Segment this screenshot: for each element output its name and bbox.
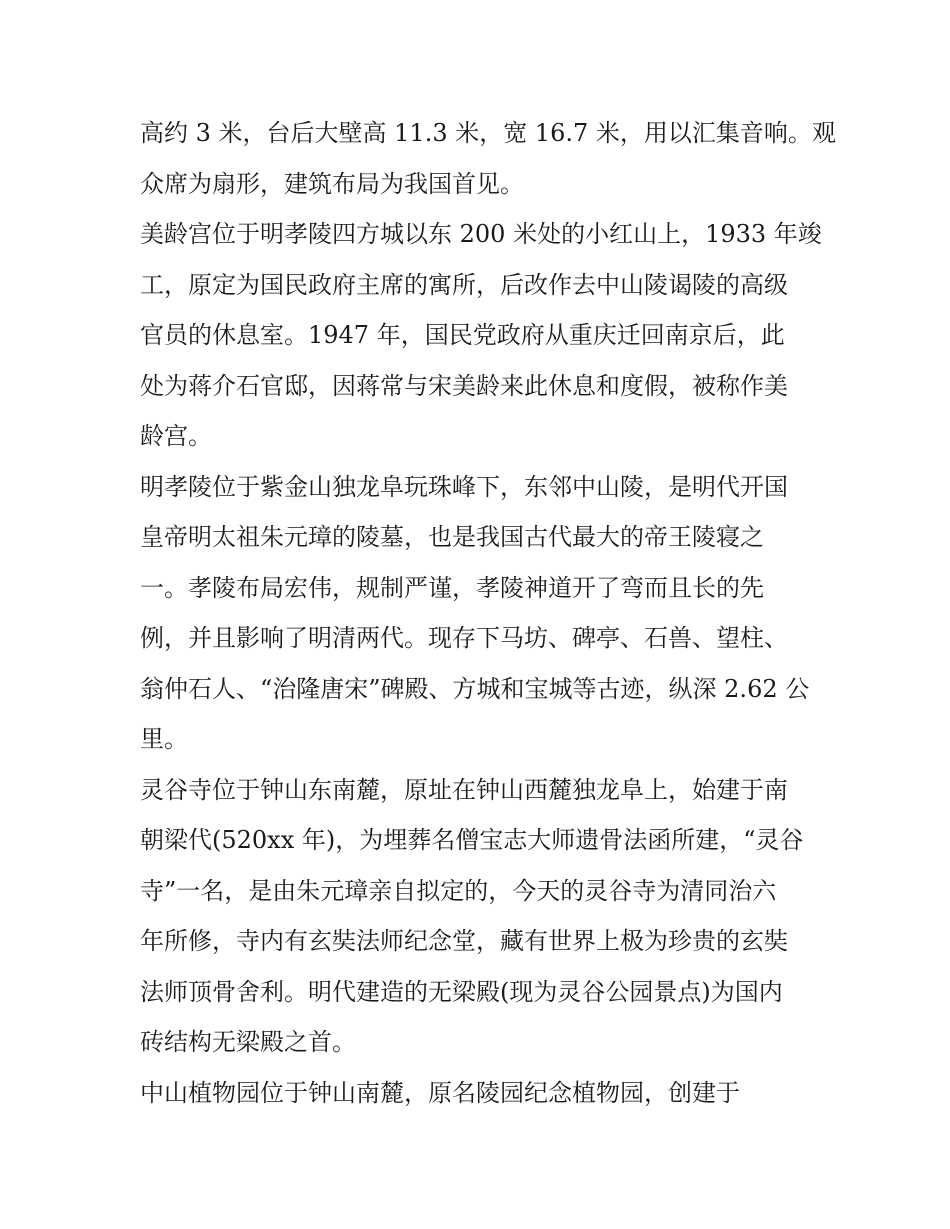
text-line: 美龄宫位于明孝陵四方城以东 200 米处的小红山上，1933 年竣 <box>140 220 822 248</box>
text-line: 皇帝明太祖朱元璋的陵墓，也是我国古代最大的帝王陵寝之 <box>140 523 764 551</box>
text-line: 众席为扇形，建筑布局为我国首见。 <box>140 169 524 198</box>
text-line: 中山植物园位于钟山南麓，原名陵园纪念植物园，创建于 <box>140 1078 740 1107</box>
text-line: 处为蒋介石官邸，因蒋常与宋美龄来此休息和度假，被称作美 <box>140 371 788 400</box>
text-line: 砖结构无梁殿之首。 <box>140 1028 356 1056</box>
text-line: 里。 <box>140 725 188 753</box>
text-line: 例，并且影响了明清两代。现存下马坊、碑亭、石兽、望柱、 <box>140 624 788 652</box>
text-line: 龄宫。 <box>140 422 212 450</box>
text-line: 寺”一名，是由朱元璋亲自拟定的，今天的灵谷寺为清同治六 <box>140 876 777 905</box>
text-line: 法师顶骨舍利。明代建造的无梁殿(现为灵谷公园景点)为国内 <box>140 977 783 1006</box>
text-line: 官员的休息室。1947 年，国民党政府从重庆迁回南京后，此 <box>140 321 785 349</box>
text-line: 灵谷寺位于钟山东南麓，原址在钟山西麓独龙阜上，始建于南 <box>140 775 788 804</box>
text-line: 明孝陵位于紫金山独龙阜玩珠峰下，东邻中山陵，是明代开国 <box>140 472 788 501</box>
text-line: 年所修，寺内有玄奘法师纪念堂，藏有世界上极为珍贵的玄奘 <box>140 927 788 955</box>
document-body <box>140 108 836 1118</box>
text-line: 工，原定为国民政府主席的寓所，后改作去中山陵谒陵的高级 <box>140 270 788 299</box>
text-line: 高约 3 米，台后大壁高 11.3 米，宽 16.7 米，用以汇集音响。观 <box>140 119 836 147</box>
text-line: 翁仲石人、“治隆唐宋”碑殿、方城和宝城等古迹，纵深 2.62 公 <box>140 674 810 703</box>
text-line: 朝梁代(520xx 年)，为埋葬名僧宝志大师遗骨法函所建，“灵谷 <box>140 826 804 854</box>
text-line: 一。孝陵布局宏伟，规制严谨，孝陵神道开了弯而且长的先 <box>140 573 764 602</box>
